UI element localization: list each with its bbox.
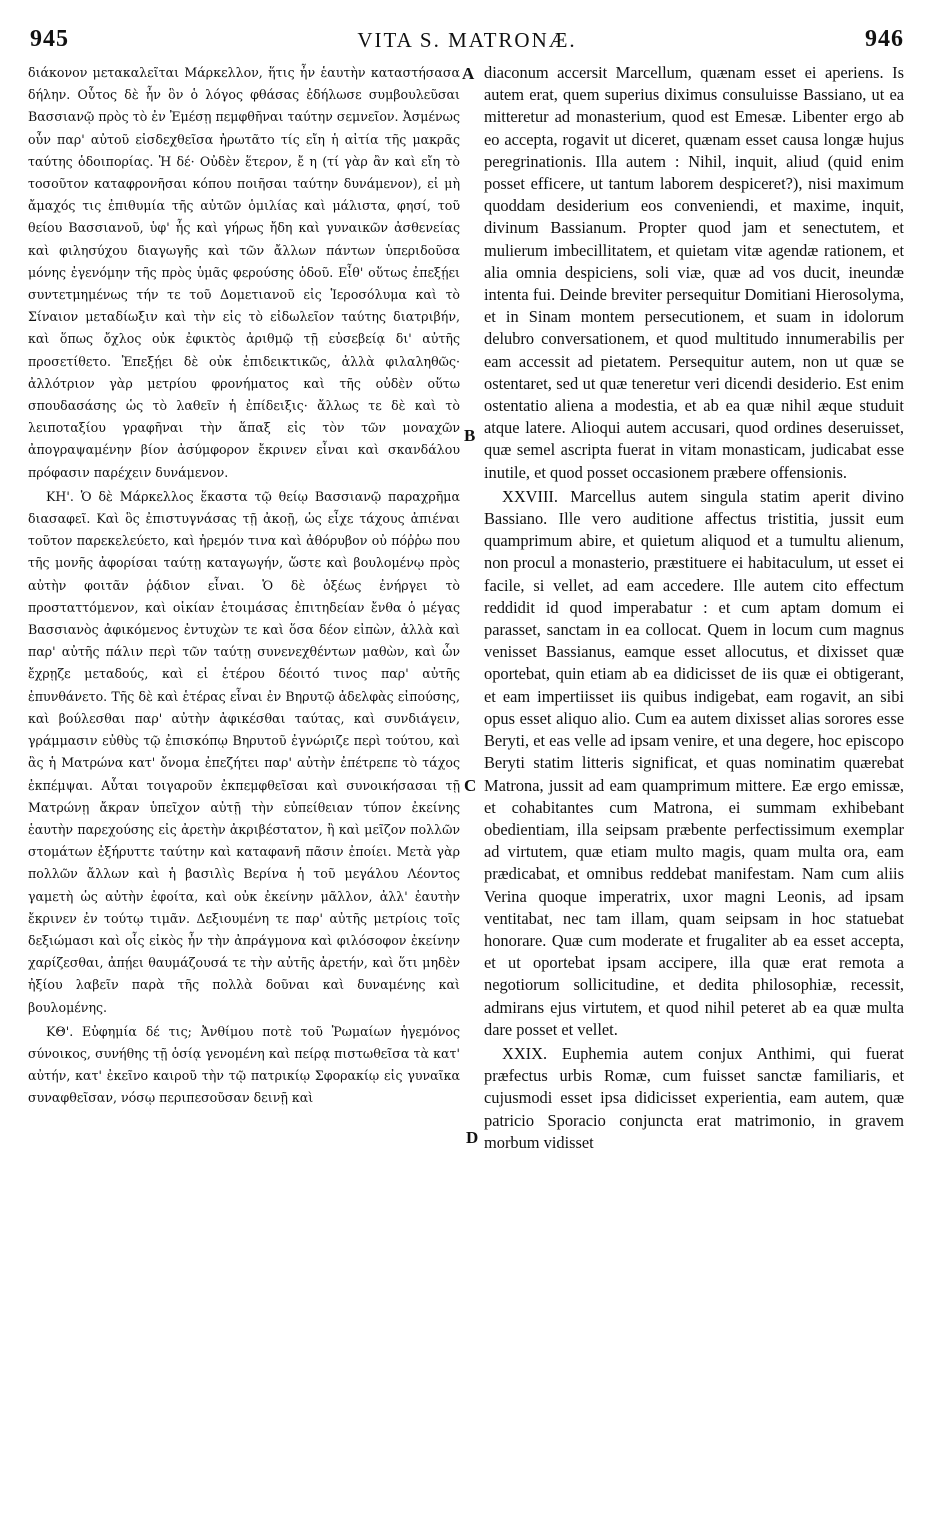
page-header	[30, 26, 904, 60]
left-page-number: 945	[30, 26, 69, 52]
right-page-number: 946	[865, 26, 904, 52]
greek-paragraph: ΚΘ'. Εὐφημία δέ τις; Ἀνθίμου ποτὲ τοῦ Ῥωμαίων ἡγεμόνος σύνοικος, συνήθης τῇ ὁσίᾳ γενομένη καὶ πείρᾳ πιστωθεῖσα τὰ κατ' αὐτήν, κατ' ἐκεῖνο καιροῦ τὴν τῷ πατρικίῳ Σφορακίῳ εἰς γυναῖκα συναφθεῖσαν, νόσῳ περιπεσοῦσαν δεινῇ καὶ	[28, 1023, 460, 1106]
margin-marker-a: A	[462, 64, 475, 83]
greek-paragraph: ΚΗ'. Ὁ δὲ Μάρκελλος ἕκαστα τῷ θείῳ Βασσιανῷ παραχρῆμα διασαφεῖ. Καὶ ὃς ἐπιστυγνάσας τῇ ἀκοῇ, ὡς εἶχε τάχους ἀπιέναι τοῦτον παρεκελεύετο, καὶ ἠρεμόν τινα καὶ ἀθόρυβον οὐ πόῤῥω που τῆς μονῆς ἀφορίσαι ταύτῃ καταγωγήν, ὥστε καὶ βουλομένῳ πρὸς αὐτὴν φοιτᾶν ῥᾴδιον εἶναι. Ὁ δὲ ὀξέως ἐνήργει τὸ προσταττόμενον, καὶ οἰκίαν ἑτοιμάσας ἐπιτηδείαν ἔνθα ὁ μέγας Βασσιανὸς ἀφικόμενος ἐντυχὼν τε καὶ ὅσα δέον εἰπὼν, ἀλλὰ καὶ παρ' αὐτῆς πάλιν περὶ τῶν ταύτῃ συνενεχθέντων μαθὼν, καὶ ὧν ἔχρῃζε μεταδούς, καὶ εἰ ἑτέρου δέοιτό τινος παρ' αὐτῆς ἐπυνθάνετο. Τῆς δὲ καὶ ἑτέρας εἶναι ἐν Βηρυτῷ ἀδελφὰς εἰπούσης, καὶ βούλεσθαι παρ' αὐτὴν ἀφικέσθαι ταύτας, καὶ συνδιάγειν, γράμμασιν εὐθὺς τῷ ἐπισκόπῳ Βηρυτοῦ ἐγνώριζε περὶ τούτου, καὶ ἃς ἡ Ματρώνα κατ' ὄνομα ἐπεζήτει παρ' αὐτὴν ἐπέτρεπε τὸ τάχος ἐκπέμψαι. Αὗται τοιγαροῦν ἐκπεμφθεῖσαι καὶ συνοικήσασαι τῇ Ματρώνῃ ἄκραν ὑπεῖχον αὐτῇ τὴν εὐπείθειαν τύπον ἐκείνης ἑαυτὴν παρεχούσης εἰς ἀρετὴν ἀκριβέστατον, ἢ καὶ μεῖζον πολλῶν στομάτων ἐξήρυττε ταύτην καὶ καταφανῆ πᾶσιν ἐποίει. Μετὰ γὰρ πολλῶν ἄλλων καὶ ἡ βασιλὶς Βερίνα ἡ τοῦ μεγάλου Λέοντος γαμετὴ ὡς αὐτὴν ἐφοίτα, καὶ οὐκ ἐκείνην μᾶλλον, ἀλλ' ἑαυτὴν ἔκρινεν ἐν τούτῳ τιμᾶν. Δεξιουμένη τε παρ' αὐτῆς μετρίοις τοῖς δεξιώμασι καὶ οἷς εἰκὸς ἦν τὴν ἀπράγμονα καὶ φιλόσοφον ἐκείνην χαρίζεσθαι, ἀπῄει θαυμάζουσά τε τὴν αὐτῆς ἀρετήν, καὶ ὅτι μηδὲν ἠξίου λαβεῖν παρὰ τῆς πολλὰ δοῦναι καὶ δυναμένης καὶ βουλομένης.	[28, 488, 460, 1015]
latin-paragraph: diaconum accersit Marcellum, quænam esset ei aperiens. Is autem erat, quem superius diximus consuluisse Bassiano, ut ea mitteretur ad monasterium, quod est Emesæ. Libenter ergo ab eo accepta, rogavit ut diceret, quænam esset causa longæ hujus peregrinationis. Illa autem : Nihil, inquit, aliud (quid enim posset efficere, ut tantum laborem despiceret?), nisi maximum quoddam desiderium eos conveniendi, et maxime, inquit, divinum Bassianum. Propter quod jam et senectutem, et mulierum imbecillitatem, et quietam vitæ agendæ rationem, et alia omnia despiciens, soli viæ, quæ ad vos ducit, ineundæ intenta fui. Deinde breviter persequitur Domitiani Hierosolyma, et in Sinam montem persecutionem, et suam in idolorum delubro conversationem, et quod multitudo innumerabilis per eam accessit ad pietatem. Persequitur autem, non ut quæ se ostentaret, sed ut quæ teneretur veri dicendi desiderio. Est enim ostentatio aliena a modestia, et ab ea quæ nihil æque studuit atque latere. Alioqui autem accusari, quod ordines deseruisset, quæ semel ascripta fuerat in vitam monasticam, judicabat esse inutile, et quod posset occasionem præbere offensionis.	[484, 63, 904, 482]
margin-marker-d: D	[466, 1128, 479, 1147]
greek-column	[28, 62, 460, 1532]
running-title: VITA S. MATRONÆ.	[357, 28, 577, 52]
latin-paragraph: XXVIII. Marcellus autem singula statim aperit divino Bassiano. Ille vero auditione affectus tristitia, jussit eum quamprimum abire, et quietum aliquod et a tumultu alienum, non procul a monasterio, præstituere ei habitaculum, ut esset ei facile, si vellet, ad eam accedere. Ille autem cito effectum reddidit id quod imperabatur : et cum aptam domum ei parasset, sanctam in ea collocat. Quem in locum cum magnus venisset Bassianus, eamque esset allocutus, et dixisset quæ oportebat, quin etiam ab ea didicisset de iis quæ ei obtigerant, et eam impertiisset iis quibus indigebat, eam rogavit, an sibi opus esset aliquo alio. Cum ea autem dixisset alias sorores esse Beryti, et eas velle ad ipsam venire, et una degere, hoc episcopo Beryti statim litteris significat, et quas nominatim quærebat Matrona, jussit ad eam quamprimum mittere. Eæ ergo emissæ, et cohabitantes cum Matrona, ei summam exhibebant obedientiam, illa seipsam præbente perfectissimum exemplar ad virtutem, quæ etiam multo magis, quam multa ora, eam prædicabat, et omnibus reddebat manifestam. Nam cum aliis Verina quoque imperatrix, uxor magni Leonis, ad ipsam ventitabat, nec tam illam, quam seipsam in hoc statuebat honorare. Quæ cum moderate et frugaliter ab ea esset accepta, et ut oportebat ipsam accipere, illa quæ erat remota a negotiorum sollicitudine, et dedita philosophiæ, recessit, admirans ejus virtutem, et quod nihil peteret ab ea quæ multa dare posset et vellet.	[484, 486, 904, 1039]
margin-marker-b: B	[464, 426, 476, 445]
margin-marker-c: C	[464, 776, 477, 795]
latin-column	[484, 62, 904, 1532]
latin-paragraph: XXIX. Euphemia autem conjux Anthimi, qui fuerat præfectus urbis Romæ, cum fuisset sanctæ familiaris, et cujusmodi esset ipsa didicisset experientia, eam autem, quæ patricio Sporacio conjuncta erat matrimonio, in gravem morbum vidisset	[484, 1043, 904, 1152]
greek-paragraph: διάκονον μετακαλεῖται Μάρκελλον, ἥτις ἦν ἑαυτὴν καταστήσασα δήλην. Οὗτος δὲ ἦν ὃν ὁ λόγος φθάσας ἐδήλωσε συμβουλεῦσαι Βασσιανῷ πρὸς τὸ ἐν Ἐμέσῃ πεμφθῆναι ταύτην σεμνεῖον. Ἀσμένως οὖν παρ' αὐτοῦ εἰσδεχθεῖσα ἠρωτᾶτο τίς εἴη ἡ αἰτία τῆς μακρᾶς ταύτης ὁδοιπορίας. Ἡ δέ· Οὐδὲν ἕτερον, ἔ η (τί γὰρ ἂν καὶ εἴη τὸ τοσοῦτον καταφρονῆσαι κόπου ποιῆσαι ταύτην δυνάμενον), εἰ μὴ ἄμαχός τις ἐπιθυμία τῆς αὐτῶν ὁμιλίας καὶ μάλιστα, φησί, τοῦ θείου Βασσιανοῦ, ὑφ' ἧς καὶ γήρως ἤδη καὶ γυναικῶν ἀσθενείας καὶ φιλησύχου διαγωγῆς καὶ τῶν ἄλλων πάντων ὑπεριδοῦσα μόνης ἐγενόμην τῆς πρὸς ὑμᾶς φερούσης ὁδοῦ. Εἶθ' οὕτως ἐπεξῄει συντετμημένως τήν τε τοῦ Δομετιανοῦ εἰς Ἱεροσόλυμα καὶ τὸ Σίναιον μεταδίωξιν καὶ τὴν εἰς τὸ εἰδωλεῖον ταύτης διατριβήν, καὶ ὅπως ὄχλος οὐκ ἐφικτὸς ἀριθμῷ τῇ εὐσεβείᾳ δι' αὐτῆς προσετίθετο. Ἐπεξῄει δὲ οὐκ ἐπιδεικτικῶς, ἀλλὰ φιλαληθῶς· ἀλλότριον γὰρ μετρίου φρονήματος καὶ τῆς οὐδὲν οὕτω σπουδασάσης ὡς τὸ λαθεῖν ἡ ἐπίδειξις· ἄλλως τε δὲ καὶ τὸ λειποταξίου γραφῆναι τὴν ἅπαξ εἰς τὸν τῶν μοναχῶν ἀπογραψαμένην βίον ἀσύμφορον ἔκρινεν εἶναι καὶ σκανδάλου πρόφασιν παρέχειν δυνάμενον.	[28, 65, 460, 480]
